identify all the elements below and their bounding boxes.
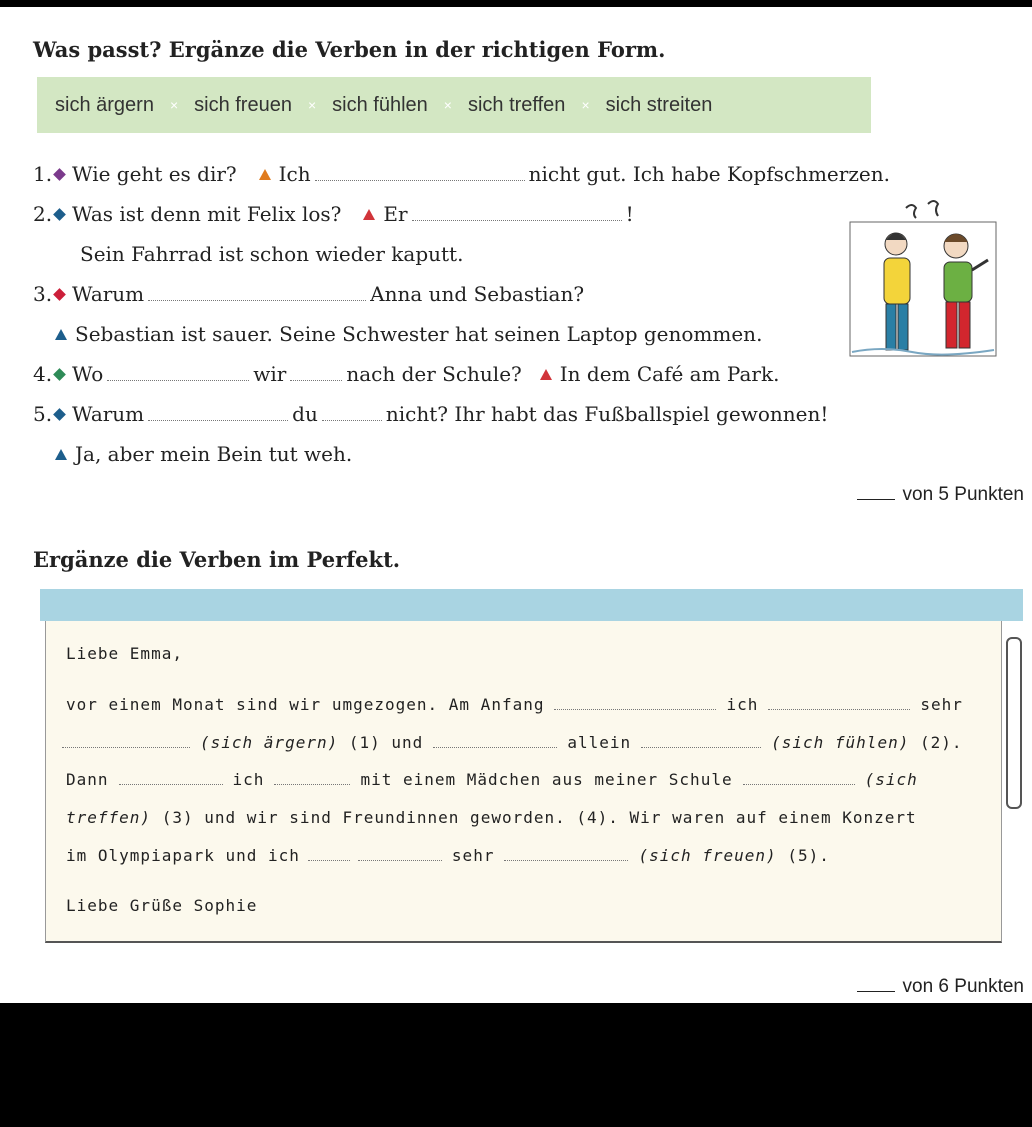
answer-blank[interactable] [504, 860, 628, 861]
answer-blank[interactable] [322, 420, 382, 421]
triangle-icon [259, 169, 271, 180]
diamond-icon [53, 208, 66, 221]
word-item: sich treffen [467, 93, 566, 116]
exercise-item-1: 1. Wie geht es dir? Ich nicht gut. Ich habe Kopfschmerzen. [33, 162, 890, 186]
separator-icon: × [443, 97, 452, 113]
triangle-icon [55, 329, 67, 340]
exercise-item-3-answer: Sebastian ist sauer. Seine Schwester hat seinen Laptop genommen. [55, 322, 762, 346]
diamond-icon [53, 368, 66, 381]
score-blank[interactable] [857, 499, 895, 500]
answer-blank[interactable] [768, 709, 910, 710]
letter-line-5: im Olympiapark und ich sehr (sich freuen) (5). [66, 846, 830, 865]
answer-blank[interactable] [412, 220, 622, 221]
letter-line-1: vor einem Monat sind wir umgezogen. Am Anfang ich sehr [66, 695, 963, 714]
triangle-icon [55, 449, 67, 460]
answer-blank[interactable] [148, 300, 366, 301]
answer-blank[interactable] [433, 747, 557, 748]
score-blank[interactable] [857, 991, 895, 992]
exercise-item-2: 2. Was ist denn mit Felix los? Er ! [33, 202, 634, 226]
answer-blank[interactable] [554, 709, 716, 710]
word-item: sich streiten [605, 93, 713, 116]
answer-blank[interactable] [315, 180, 525, 181]
task2-title: Ergänze die Verben im Perfekt. [33, 547, 401, 572]
answer-blank[interactable] [62, 747, 190, 748]
diamond-icon [53, 408, 66, 421]
diamond-icon [53, 168, 66, 181]
word-item: sich ärgern [55, 93, 154, 116]
letter-greeting: Liebe Emma, [66, 644, 183, 663]
letter-line-2: (sich ärgern) (1) und allein (sich fühlen) (2). [62, 733, 963, 752]
diamond-icon [53, 288, 66, 301]
exercise-item-3: 3. Warum Anna und Sebastian? [33, 282, 585, 306]
score-task1: von 5 Punkten [857, 484, 1024, 506]
separator-icon: × [307, 97, 317, 113]
exercise-item-5: 5. Warum du nicht? Ihr habt das Fußballspiel gewonnen! [33, 402, 829, 426]
triangle-icon [363, 209, 375, 220]
answer-blank[interactable] [107, 380, 249, 381]
separator-icon: × [581, 97, 590, 113]
exercise-item-4: 4. Wo wir nach der Schule? In dem Café am Park. [33, 362, 780, 386]
word-item: sich freuen [194, 93, 292, 116]
answer-blank[interactable] [358, 860, 442, 861]
answer-blank[interactable] [274, 784, 350, 785]
scrollbar[interactable] [1006, 637, 1022, 809]
letter-header-bar [40, 589, 1023, 621]
letter-line-3: Dann ich mit einem Mädchen aus meiner Schule (sich [66, 770, 918, 789]
answer-blank[interactable] [743, 784, 855, 785]
worksheet-page [0, 7, 1032, 1003]
word-box [37, 77, 871, 133]
separator-icon: × [169, 97, 179, 113]
answer-blank[interactable] [308, 860, 350, 861]
letter-closing: Liebe Grüße Sophie [66, 896, 258, 915]
task1-title: Was passt? Ergänze die Verben in der richtigen Form. [33, 37, 666, 62]
answer-blank[interactable] [290, 380, 342, 381]
word-item: sich fühlen [332, 93, 428, 116]
exercise-item-2-continued: Sein Fahrrad ist schon wieder kaputt. [80, 242, 464, 266]
answer-blank[interactable] [119, 784, 223, 785]
score-task2: von 6 Punkten [857, 976, 1024, 998]
answer-blank[interactable] [641, 747, 761, 748]
exercise-item-5-answer: Ja, aber mein Bein tut weh. [55, 442, 352, 466]
two-boys-illustration [848, 200, 998, 360]
letter-line-4: treffen) (3) und wir sind Freundinnen geworden. (4). Wir waren auf einem Konzert [66, 808, 917, 827]
triangle-icon [540, 369, 552, 380]
answer-blank[interactable] [148, 420, 288, 421]
